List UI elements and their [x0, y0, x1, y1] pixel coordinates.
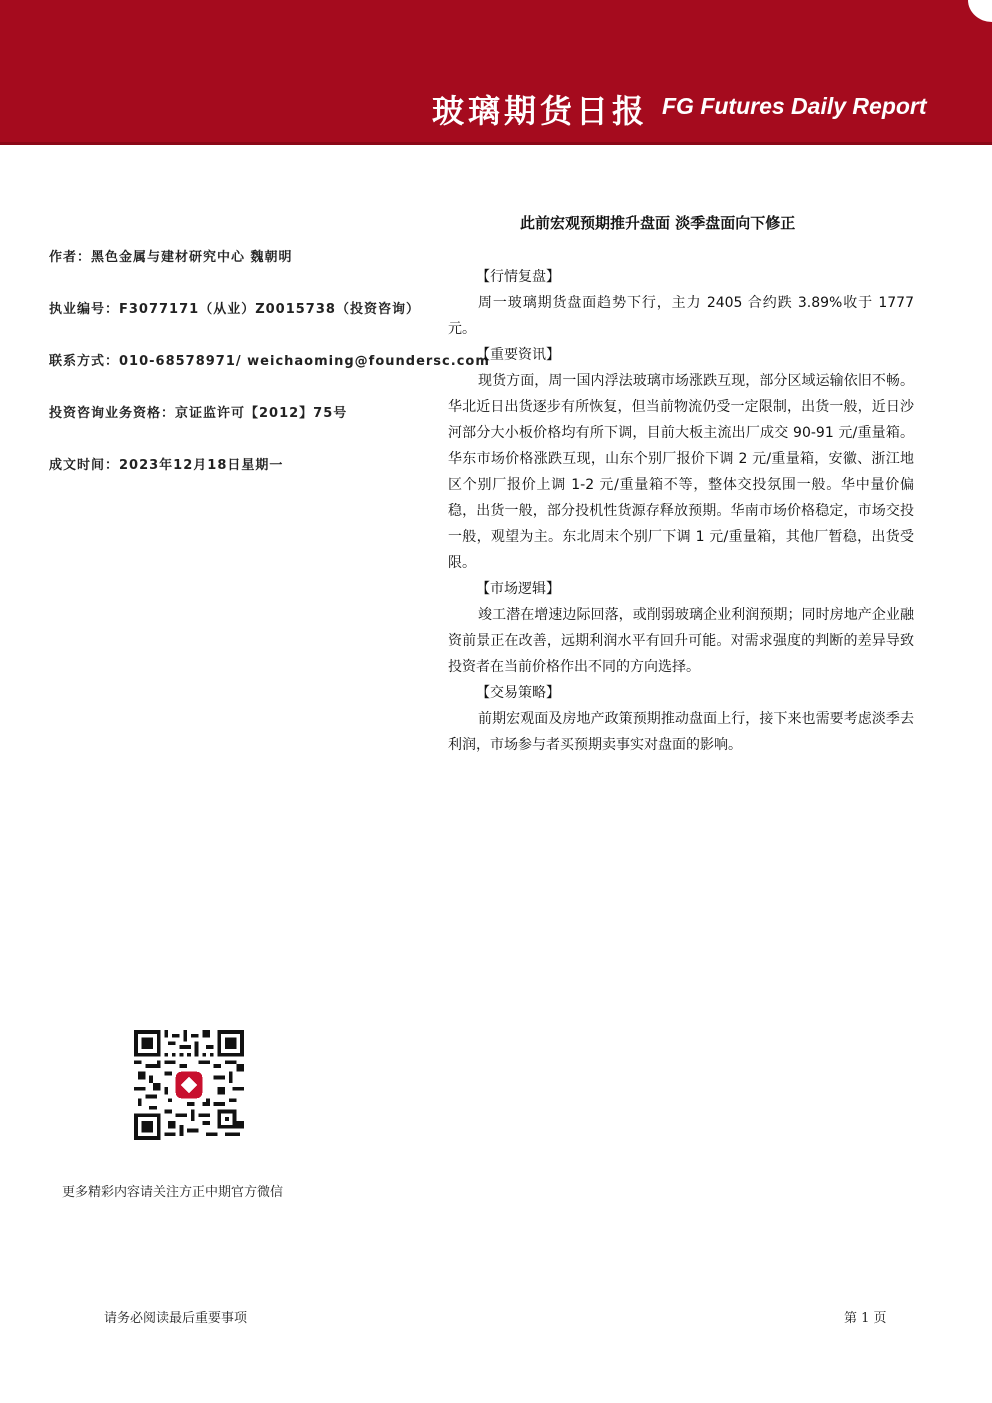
- section-text-strategy: 前期宏观面及房地产政策预期推动盘面上行，接下来也需要考虑淡季去利润，市场参与者买预期卖事实对盘面的影响。: [448, 711, 914, 753]
- header-rule: [0, 142, 992, 145]
- author-line: 作者：黑色金属与建材研究中心 魏朝明: [49, 250, 293, 265]
- section-text-news: 现货方面，周一国内浮法玻璃市场涨跌互现，部分区域运输依旧不畅。华北近日出货逐步有所恢复，但当前物流仍受一定限制，出货一般，近日沙河部分大小板价格均有所下调，目前大板主流出厂成交 90-91 元/重量箱。华东市场价格涨跌互现，山东个别厂报价下调 2 元/重量箱，安徽、浙江地区个别厂报价上调 1-2 元/重量箱不等，整体交投氛围一般。华中量价偏稳，出货一般，部分投机性货源存释放预期。华南市场价格稳定，市场交投一般，观望为主。东北周末个别厂下调 1 元/重量箱，其他厂暂稳，出货受限。: [448, 373, 914, 571]
- article-body: [448, 264, 914, 758]
- page-number: 第 1 页: [844, 1311, 887, 1326]
- contact-line: 联系方式：010-68578971/ weichaoming@foundersc.com: [49, 354, 490, 369]
- footer-notice: 请务必阅读最后重要事项: [104, 1311, 248, 1326]
- qr-code-icon: [134, 1030, 244, 1140]
- article-title: 此前宏观预期推升盘面 淡季盘面向下修正: [520, 214, 796, 232]
- qr-caption: 更多精彩内容请关注方正中期官方微信: [62, 1185, 284, 1200]
- date-line: 成文时间：2023年12月18日星期一: [49, 458, 284, 473]
- section-heading-logic: 【市场逻辑】: [476, 581, 560, 597]
- qualification-line: 投资咨询业务资格：京证监许可【2012】75号: [49, 406, 348, 421]
- section-heading-strategy: 【交易策略】: [476, 685, 560, 701]
- section-text-market-review: 周一玻璃期货盘面趋势下行，主力 2405 合约跌 3.89%收于 1777 元。: [448, 295, 914, 337]
- section-heading-news: 【重要资讯】: [476, 347, 560, 363]
- section-heading-market-review: 【行情复盘】: [476, 269, 560, 285]
- report-title: 玻璃期货日报: [432, 92, 649, 130]
- report-title-en: FG Futures Daily Report: [662, 93, 927, 119]
- section-text-logic: 竣工潜在增速边际回落，或削弱玻璃企业利润预期；同时房地产企业融资前景正在改善，远期利润水平有回升可能。对需求强度的判断的差异导致投资者在当前价格作出不同的方向选择。: [448, 607, 914, 675]
- license-line: 执业编号：F3077171（从业）Z0015738（投资咨询）: [49, 302, 420, 317]
